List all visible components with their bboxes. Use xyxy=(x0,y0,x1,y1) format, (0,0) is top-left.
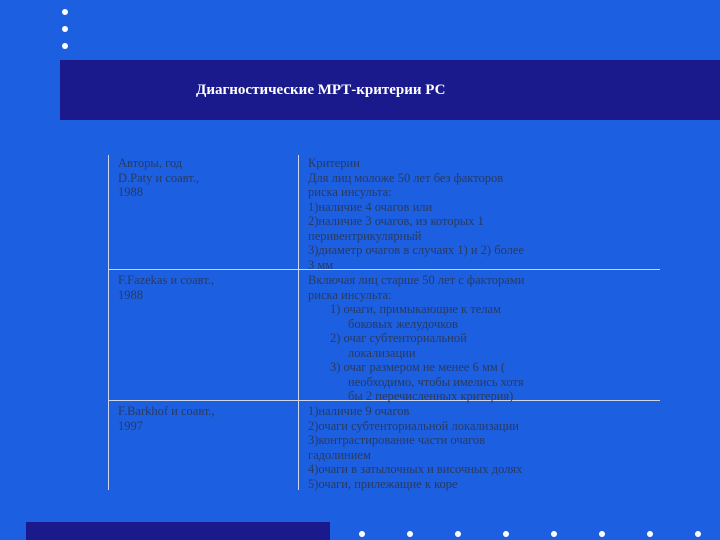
table-row: F.Barkhof и соавт., xyxy=(118,404,215,418)
list-item: 1) очаги, примыкающие к телам xyxy=(330,302,501,316)
list-item: боковых желудочков xyxy=(348,316,458,331)
table-row: 1988 xyxy=(118,185,143,199)
authors-cell xyxy=(118,156,296,200)
list-item: риска инсульта: xyxy=(308,185,392,199)
criteria-table xyxy=(108,155,660,490)
bullet-dot-icon xyxy=(359,531,365,537)
list-item: бы 2 перечисленных критерия) xyxy=(348,389,514,403)
list-item: Для лиц моложе 50 лет без факторов xyxy=(308,170,504,185)
list-item: 2)наличие 3 очагов, из которых 1 xyxy=(308,214,484,228)
list-item: 1)наличие 9 очагов xyxy=(308,404,410,418)
bullet-dot-icon xyxy=(599,531,605,537)
list-item: 4)очаги в затылочных и височных долях xyxy=(308,462,523,476)
bullet-dot-icon xyxy=(62,9,68,15)
authors-cell xyxy=(118,404,296,433)
table-row: 1988 xyxy=(118,287,143,302)
list-item: 3)диаметр очагов в случаях 1) и 2) более xyxy=(308,243,525,257)
list-item: перивентрикулярный xyxy=(308,228,422,243)
list-item: гадолинием xyxy=(308,447,371,462)
bullet-dot-icon xyxy=(455,531,461,537)
list-item: 3) очаг размером не менее 6 мм ( xyxy=(330,360,506,374)
list-item: 3 мм xyxy=(308,257,334,272)
list-item: 1)наличие 4 очагов или xyxy=(308,199,433,214)
criteria-cell xyxy=(308,156,660,272)
table-divider-vertical xyxy=(108,155,109,490)
list-item: Включая лиц старше 50 лет с факторами xyxy=(308,273,525,287)
header-criteria: Критерии xyxy=(308,156,360,170)
table-row: F.Fazekas и соавт., xyxy=(118,273,214,287)
footer-band xyxy=(26,522,330,540)
bullet-dot-icon xyxy=(62,26,68,32)
bullet-dot-icon xyxy=(551,531,557,537)
header-authors: Авторы, год xyxy=(118,156,183,170)
list-item: риска инсульта: xyxy=(308,287,392,302)
list-item: необходимо, чтобы имелись хотя xyxy=(348,374,524,389)
criteria-cell xyxy=(308,273,660,404)
bullet-dot-icon xyxy=(407,531,413,537)
bullet-dot-icon xyxy=(695,531,701,537)
list-item: 2) очаг субтенториальной xyxy=(330,331,467,345)
list-item: локализации xyxy=(348,345,416,360)
list-item: 3)контрастирование части очагов xyxy=(308,433,486,447)
authors-cell xyxy=(118,273,296,302)
bullet-dot-icon xyxy=(647,531,653,537)
bullet-dot-icon xyxy=(62,43,68,49)
table-row: 1997 xyxy=(118,418,143,433)
bullet-dot-icon xyxy=(503,531,509,537)
criteria-cell xyxy=(308,404,660,491)
table-row: D.Paty и соавт., xyxy=(118,170,200,185)
table-divider-vertical xyxy=(298,155,299,490)
list-item: 2)очаги субтенториальной локализации xyxy=(308,418,519,433)
title-band xyxy=(60,60,720,120)
slide-title: Диагностические МРТ-критерии РС xyxy=(196,82,446,98)
list-item: 5)очаги, прилежащие к коре xyxy=(308,476,458,491)
